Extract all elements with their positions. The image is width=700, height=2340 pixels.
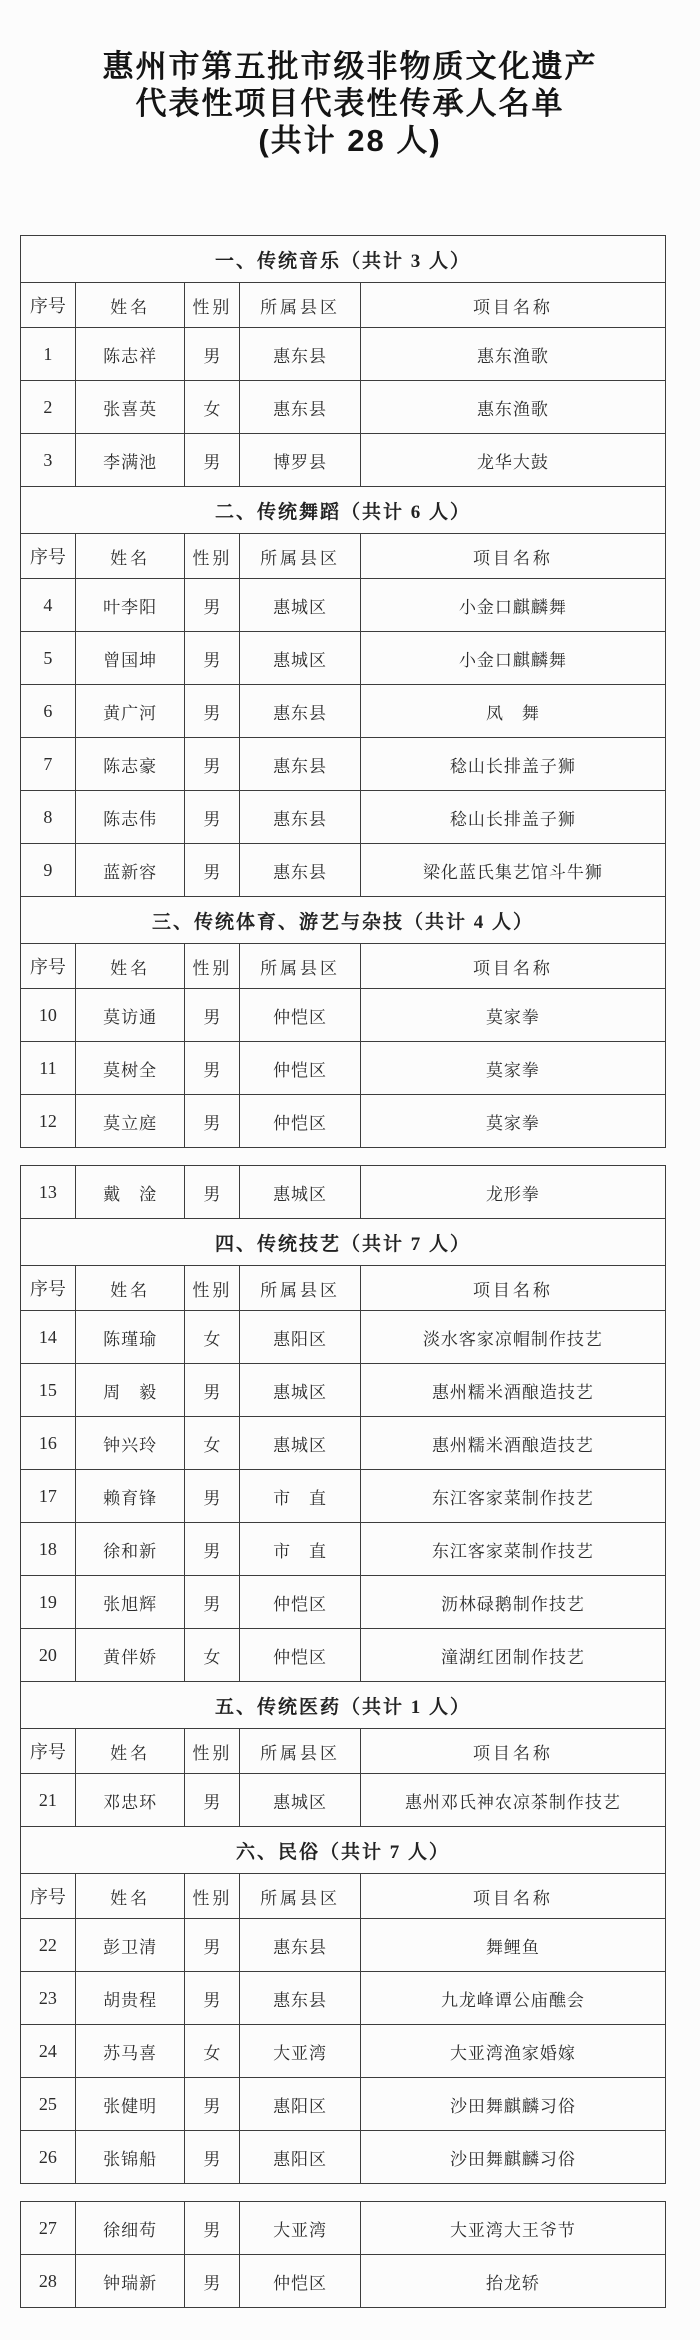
column-header-project: 项目名称: [360, 944, 665, 989]
column-header-row: [21, 534, 666, 579]
cell-gender: 男: [185, 1523, 240, 1576]
cell-name: 莫立庭: [75, 1095, 185, 1148]
cell-district: 惠阳区: [240, 1311, 361, 1364]
cell-name: 苏马喜: [75, 2025, 185, 2078]
title-line-1: 惠州市第五批市级非物质文化遗产: [102, 49, 598, 84]
cell-gender: 女: [185, 1417, 240, 1470]
cell-gender: 女: [185, 381, 240, 434]
cell-project: 舞鲤鱼: [360, 1919, 665, 1972]
column-header-name: 姓名: [75, 944, 185, 989]
document-title: [0, 0, 700, 159]
cell-project: 淡水客家凉帽制作技艺: [360, 1311, 665, 1364]
title-line-3: (共计 28 人): [258, 123, 442, 158]
cell-project: 大亚湾渔家婚嫁: [360, 2025, 665, 2078]
cell-no: 12: [21, 1095, 76, 1148]
cell-district: 惠城区: [240, 1166, 361, 1219]
cell-name: 周 毅: [75, 1364, 185, 1417]
cell-district: 仲恺区: [240, 1629, 361, 1682]
title-line-2: 代表性项目代表性传承人名单: [135, 86, 565, 121]
section-header-row: [21, 1219, 666, 1266]
cell-district: 惠阳区: [240, 2131, 361, 2184]
cell-district: 惠东县: [240, 844, 361, 897]
cell-no: 4: [21, 579, 76, 632]
cell-name: 徐细苟: [75, 2202, 185, 2255]
cell-name: 钟瑞新: [75, 2255, 185, 2308]
cell-project: 小金口麒麟舞: [360, 579, 665, 632]
section-header-row: [21, 897, 666, 944]
cell-no: 2: [21, 381, 76, 434]
column-header-no: 序号: [21, 1266, 76, 1311]
cell-no: 28: [21, 2255, 76, 2308]
cell-no: 22: [21, 1919, 76, 1972]
cell-no: 17: [21, 1470, 76, 1523]
cell-gender: 男: [185, 579, 240, 632]
table-row: [21, 579, 666, 632]
cell-name: 李满池: [75, 434, 185, 487]
table-row: [21, 1364, 666, 1417]
column-header-district: 所属县区: [240, 944, 361, 989]
cell-gender: 女: [185, 2025, 240, 2078]
cell-name: 张健明: [75, 2078, 185, 2131]
section-header-row: [21, 1827, 666, 1874]
cell-gender: 男: [185, 2202, 240, 2255]
cell-gender: 女: [185, 1629, 240, 1682]
cell-district: 仲恺区: [240, 1095, 361, 1148]
section-header-row: [21, 236, 666, 283]
cell-district: 惠东县: [240, 381, 361, 434]
cell-no: 26: [21, 2131, 76, 2184]
table-row: [21, 381, 666, 434]
section-header-row: [21, 487, 666, 534]
cell-district: 惠东县: [240, 1972, 361, 2025]
cell-no: 16: [21, 1417, 76, 1470]
cell-name: 彭卫清: [75, 1919, 185, 1972]
cell-gender: 男: [185, 685, 240, 738]
column-header-project: 项目名称: [360, 1729, 665, 1774]
table-row: [21, 1042, 666, 1095]
table-row: [21, 2255, 666, 2308]
cell-gender: 男: [185, 738, 240, 791]
cell-no: 25: [21, 2078, 76, 2131]
cell-project: 惠州糯米酒酿造技艺: [360, 1417, 665, 1470]
table-row: [21, 844, 666, 897]
cell-project: 东江客家菜制作技艺: [360, 1470, 665, 1523]
column-header-district: 所属县区: [240, 1266, 361, 1311]
cell-gender: 男: [185, 989, 240, 1042]
cell-district: 市 直: [240, 1470, 361, 1523]
cell-gender: 男: [185, 791, 240, 844]
section-title: 二、传统舞蹈（共计 6 人）: [21, 487, 666, 534]
column-header-gender: 性别: [185, 1874, 240, 1919]
cell-gender: 男: [185, 2131, 240, 2184]
cell-project: 惠东渔歌: [360, 328, 665, 381]
column-header-district: 所属县区: [240, 534, 361, 579]
cell-name: 张旭辉: [75, 1576, 185, 1629]
cell-gender: 男: [185, 2078, 240, 2131]
cell-project: 沙田舞麒麟习俗: [360, 2131, 665, 2184]
cell-no: 24: [21, 2025, 76, 2078]
cell-district: 惠城区: [240, 1417, 361, 1470]
cell-project: 小金口麒麟舞: [360, 632, 665, 685]
cell-district: 惠阳区: [240, 2078, 361, 2131]
cell-no: 10: [21, 989, 76, 1042]
cell-project: 九龙峰谭公庙醮会: [360, 1972, 665, 2025]
section-title: 六、民俗（共计 7 人）: [21, 1827, 666, 1874]
table-row: [21, 1095, 666, 1148]
column-header-project: 项目名称: [360, 534, 665, 579]
column-header-gender: 性别: [185, 283, 240, 328]
column-header-project: 项目名称: [360, 283, 665, 328]
cell-gender: 男: [185, 2255, 240, 2308]
section-title: 三、传统体育、游艺与杂技（共计 4 人）: [21, 897, 666, 944]
cell-no: 14: [21, 1311, 76, 1364]
cell-project: 沙田舞麒麟习俗: [360, 2078, 665, 2131]
column-header-gender: 性别: [185, 1729, 240, 1774]
column-header-gender: 性别: [185, 1266, 240, 1311]
cell-project: 惠州邓氏神农凉茶制作技艺: [360, 1774, 665, 1827]
table-row: [21, 1166, 666, 1219]
cell-no: 11: [21, 1042, 76, 1095]
cell-district: 大亚湾: [240, 2202, 361, 2255]
heritage-table-block-2: [20, 1165, 666, 2184]
cell-project: 沥林碌鹅制作技艺: [360, 1576, 665, 1629]
cell-project: 梁化蓝氏集艺馆斗牛狮: [360, 844, 665, 897]
table-row: [21, 1576, 666, 1629]
cell-district: 惠城区: [240, 1364, 361, 1417]
cell-project: 莫家拳: [360, 1042, 665, 1095]
cell-no: 6: [21, 685, 76, 738]
cell-name: 胡贵程: [75, 1972, 185, 2025]
table-row: [21, 632, 666, 685]
cell-no: 15: [21, 1364, 76, 1417]
cell-name: 张喜英: [75, 381, 185, 434]
cell-district: 市 直: [240, 1523, 361, 1576]
cell-name: 叶李阳: [75, 579, 185, 632]
cell-name: 陈志祥: [75, 328, 185, 381]
cell-name: 曾国坤: [75, 632, 185, 685]
table-row: [21, 989, 666, 1042]
column-header-name: 姓名: [75, 283, 185, 328]
table-row: [21, 1311, 666, 1364]
cell-gender: 男: [185, 1919, 240, 1972]
cell-district: 博罗县: [240, 434, 361, 487]
cell-no: 9: [21, 844, 76, 897]
cell-project: 大亚湾大王爷节: [360, 2202, 665, 2255]
cell-project: 莫家拳: [360, 989, 665, 1042]
column-header-no: 序号: [21, 283, 76, 328]
cell-gender: 男: [185, 434, 240, 487]
cell-project: 东江客家菜制作技艺: [360, 1523, 665, 1576]
table-row: [21, 2025, 666, 2078]
table-row: [21, 1774, 666, 1827]
cell-gender: 女: [185, 1311, 240, 1364]
cell-no: 19: [21, 1576, 76, 1629]
cell-gender: 男: [185, 1774, 240, 1827]
cell-district: 惠东县: [240, 738, 361, 791]
cell-district: 惠城区: [240, 579, 361, 632]
cell-project: 莫家拳: [360, 1095, 665, 1148]
table-row: [21, 1972, 666, 2025]
column-header-name: 姓名: [75, 534, 185, 579]
cell-no: 8: [21, 791, 76, 844]
cell-name: 赖育锋: [75, 1470, 185, 1523]
table-row: [21, 1417, 666, 1470]
cell-no: 3: [21, 434, 76, 487]
cell-gender: 男: [185, 1972, 240, 2025]
cell-project: 惠州糯米酒酿造技艺: [360, 1364, 665, 1417]
column-header-row: [21, 944, 666, 989]
cell-name: 蓝新容: [75, 844, 185, 897]
cell-name: 戴 淦: [75, 1166, 185, 1219]
cell-no: 5: [21, 632, 76, 685]
cell-project: 稔山长排盖子狮: [360, 791, 665, 844]
column-header-name: 姓名: [75, 1266, 185, 1311]
cell-no: 1: [21, 328, 76, 381]
column-header-gender: 性别: [185, 944, 240, 989]
cell-no: 18: [21, 1523, 76, 1576]
cell-district: 仲恺区: [240, 989, 361, 1042]
table-row: [21, 1629, 666, 1682]
cell-gender: 男: [185, 1470, 240, 1523]
column-header-project: 项目名称: [360, 1266, 665, 1311]
table-row: [21, 1523, 666, 1576]
table-row: [21, 685, 666, 738]
cell-name: 莫树全: [75, 1042, 185, 1095]
column-header-no: 序号: [21, 944, 76, 989]
cell-district: 惠城区: [240, 632, 361, 685]
cell-gender: 男: [185, 1095, 240, 1148]
column-header-name: 姓名: [75, 1874, 185, 1919]
cell-no: 21: [21, 1774, 76, 1827]
table-row: [21, 328, 666, 381]
column-header-district: 所属县区: [240, 283, 361, 328]
column-header-district: 所属县区: [240, 1874, 361, 1919]
cell-district: 惠东县: [240, 328, 361, 381]
table-row: [21, 1470, 666, 1523]
cell-district: 惠东县: [240, 1919, 361, 1972]
column-header-no: 序号: [21, 1729, 76, 1774]
cell-district: 惠城区: [240, 1774, 361, 1827]
cell-gender: 男: [185, 844, 240, 897]
column-header-no: 序号: [21, 534, 76, 579]
cell-project: 惠东渔歌: [360, 381, 665, 434]
table-row: [21, 2131, 666, 2184]
table-row: [21, 791, 666, 844]
table-blocks: [20, 235, 666, 2308]
cell-district: 惠东县: [240, 685, 361, 738]
table-row: [21, 1919, 666, 1972]
column-header-row: [21, 1729, 666, 1774]
cell-no: 23: [21, 1972, 76, 2025]
cell-name: 黄伴娇: [75, 1629, 185, 1682]
column-header-row: [21, 1266, 666, 1311]
cell-gender: 男: [185, 1364, 240, 1417]
cell-project: 抬龙轿: [360, 2255, 665, 2308]
table-row: [21, 2202, 666, 2255]
cell-project: 稔山长排盖子狮: [360, 738, 665, 791]
cell-project: 龙形拳: [360, 1166, 665, 1219]
cell-no: 13: [21, 1166, 76, 1219]
section-title: 四、传统技艺（共计 7 人）: [21, 1219, 666, 1266]
cell-name: 陈瑾瑜: [75, 1311, 185, 1364]
column-header-district: 所属县区: [240, 1729, 361, 1774]
cell-no: 7: [21, 738, 76, 791]
column-header-no: 序号: [21, 1874, 76, 1919]
cell-no: 27: [21, 2202, 76, 2255]
cell-district: 大亚湾: [240, 2025, 361, 2078]
column-header-name: 姓名: [75, 1729, 185, 1774]
section-header-row: [21, 1682, 666, 1729]
column-header-row: [21, 283, 666, 328]
cell-name: 陈志伟: [75, 791, 185, 844]
column-header-row: [21, 1874, 666, 1919]
cell-name: 莫访通: [75, 989, 185, 1042]
cell-project: 潼湖红团制作技艺: [360, 1629, 665, 1682]
cell-district: 仲恺区: [240, 1042, 361, 1095]
cell-name: 张锦船: [75, 2131, 185, 2184]
cell-gender: 男: [185, 632, 240, 685]
cell-name: 黄广河: [75, 685, 185, 738]
heritage-table-block-1: [20, 235, 666, 1148]
cell-gender: 男: [185, 1042, 240, 1095]
heritage-table-block-3: [20, 2201, 666, 2308]
column-header-gender: 性别: [185, 534, 240, 579]
cell-district: 惠东县: [240, 791, 361, 844]
cell-name: 陈志豪: [75, 738, 185, 791]
section-title: 一、传统音乐（共计 3 人）: [21, 236, 666, 283]
table-row: [21, 2078, 666, 2131]
column-header-project: 项目名称: [360, 1874, 665, 1919]
cell-project: 凤 舞: [360, 685, 665, 738]
cell-gender: 男: [185, 328, 240, 381]
cell-district: 仲恺区: [240, 1576, 361, 1629]
cell-gender: 男: [185, 1576, 240, 1629]
cell-name: 徐和新: [75, 1523, 185, 1576]
table-row: [21, 738, 666, 791]
cell-district: 仲恺区: [240, 2255, 361, 2308]
table-row: [21, 434, 666, 487]
cell-no: 20: [21, 1629, 76, 1682]
cell-project: 龙华大鼓: [360, 434, 665, 487]
cell-name: 钟兴玲: [75, 1417, 185, 1470]
cell-gender: 男: [185, 1166, 240, 1219]
cell-name: 邓忠环: [75, 1774, 185, 1827]
section-title: 五、传统医药（共计 1 人）: [21, 1682, 666, 1729]
